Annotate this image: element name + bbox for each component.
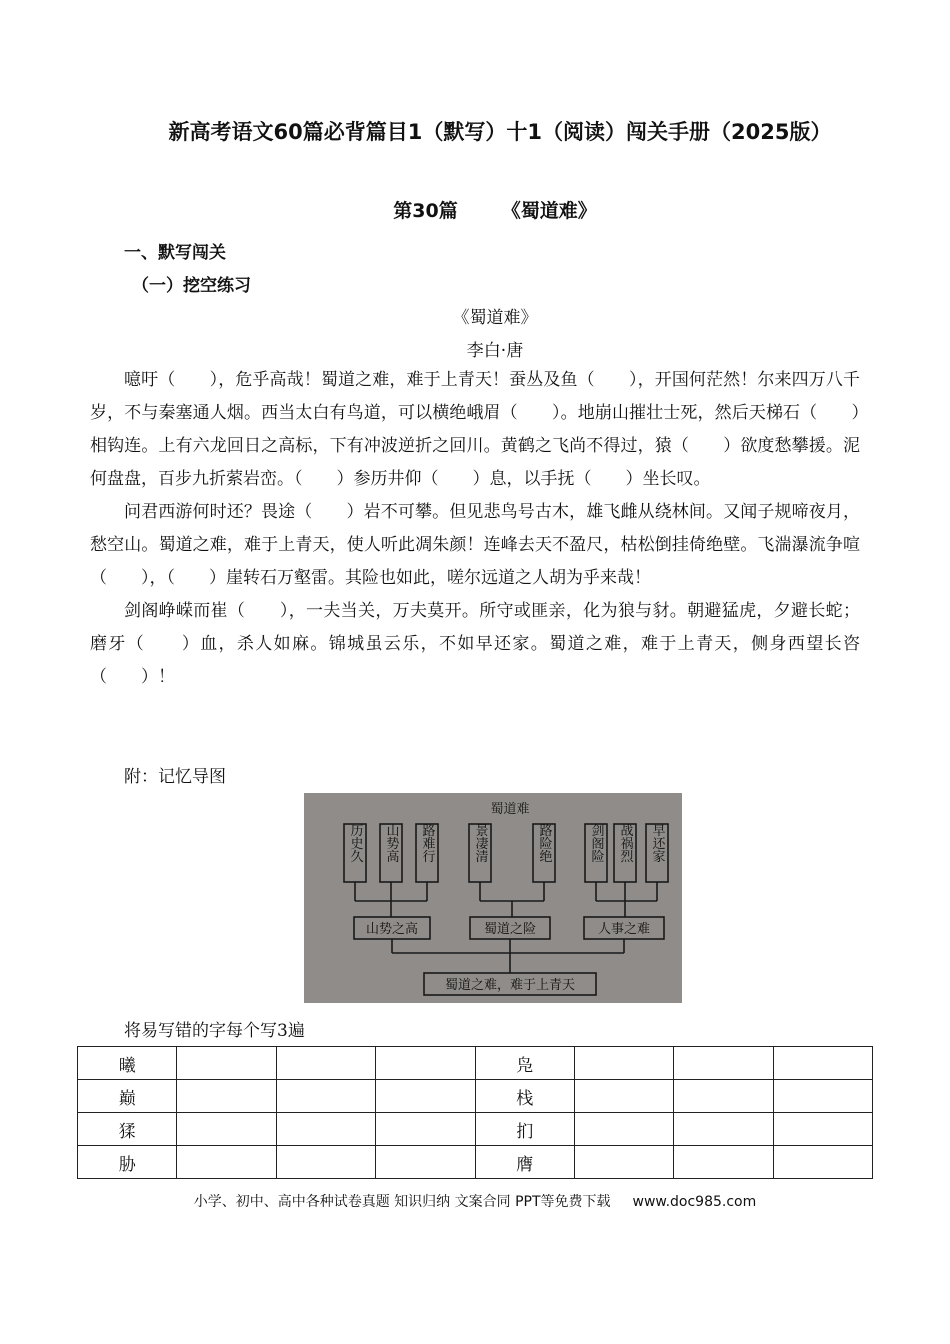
table-row <box>78 1113 873 1146</box>
attachment-label: 附：记忆导图 <box>124 767 226 787</box>
writing-cell[interactable] <box>276 1047 375 1080</box>
practice-table <box>77 1046 873 1179</box>
mind-map-group: 人事之难 <box>597 922 651 937</box>
writing-cell[interactable] <box>773 1146 872 1179</box>
mind-map-group: 山势之高 <box>365 922 419 937</box>
writing-cell[interactable] <box>574 1146 673 1179</box>
mind-map-title: 蜀道难 <box>490 802 530 817</box>
document-title: 新高考语文60篇必背篇目1（默写）十1（阅读）闯关手册（2025版） <box>168 120 832 144</box>
writing-cell[interactable] <box>674 1047 773 1080</box>
mind-map-leaf: 山势高 <box>383 823 399 863</box>
mind-map-group: 蜀道之险 <box>483 922 537 937</box>
writing-cell[interactable] <box>773 1047 872 1080</box>
poem-author: 李白·唐 <box>466 341 524 361</box>
practice-instruction: 将易写错的字每个写3遍 <box>124 1021 305 1041</box>
mind-map-leaf: 历史久 <box>347 823 363 863</box>
writing-cell[interactable] <box>574 1047 673 1080</box>
mind-map-leaf: 早还家 <box>649 823 665 863</box>
writing-cell[interactable] <box>376 1047 475 1080</box>
writing-cell[interactable] <box>276 1146 375 1179</box>
poem-paragraph: 问君西游何时还？畏途（ ）岩不可攀。但见悲鸟号古木，雄飞雌从绕林间。又闻子规啼夜月，愁空山。蜀道之难，难于上青天，使人听此凋朱颜！连峰去天不盈尺，枯松倒挂倚绝壁。飞湍瀑流争喧（ ），（ ）崖转石万壑雷。其险也如此，嗟尔远道之人胡为乎来哉！ <box>90 502 860 588</box>
mind-map-leaf: 剑阁险 <box>588 823 604 863</box>
mind-map-leaf: 景凄清 <box>472 823 488 863</box>
poem-title: 《蜀道难》 <box>452 308 538 328</box>
section-heading-level2: （一）挖空练习 <box>132 276 251 296</box>
poem-paragraph: 噫吁（ ），危乎高哉！蜀道之难，难于上青天！蚕丛及鱼（ ），开国何茫然！尔来四万八千岁，不与秦塞通人烟。西当太白有鸟道，可以横绝峨眉（ ）。地崩山摧壮士死，然后天梯石（ ）相钩连。上有六龙回日之高标，下有冲波逆折之回川。黄鹤之飞尚不得过，猿（ ）欲度愁攀援。泥何盘盘，百步九折萦岩峦。（ ）参历井仰（ ）息，以手抚（ ）坐长叹。 <box>90 370 860 489</box>
mind-map-leaf: 战祸烈 <box>617 823 633 863</box>
writing-cell[interactable] <box>773 1113 872 1146</box>
writing-cell[interactable] <box>177 1113 276 1146</box>
practice-character: 扪 <box>475 1113 574 1146</box>
chapter-number: 第30篇 <box>393 200 458 222</box>
practice-character: 凫 <box>475 1047 574 1080</box>
mind-map-root: 蜀道之难，难于上青天 <box>444 978 576 993</box>
practice-character: 膺 <box>475 1146 574 1179</box>
table-row <box>78 1080 873 1113</box>
writing-cell[interactable] <box>674 1080 773 1113</box>
practice-character: 栈 <box>475 1080 574 1113</box>
writing-cell[interactable] <box>177 1080 276 1113</box>
work-title: 《蜀道难》 <box>501 200 597 222</box>
table-row <box>78 1146 873 1179</box>
writing-cell[interactable] <box>376 1146 475 1179</box>
writing-cell[interactable] <box>574 1113 673 1146</box>
writing-cell[interactable] <box>674 1113 773 1146</box>
practice-character: 巅 <box>78 1080 177 1113</box>
footer-text: 小学、初中、高中各种试卷真题 知识归纳 文案合同 PPT等免费下载 <box>193 1194 611 1210</box>
section-heading-level1: 一、默写闯关 <box>124 243 226 263</box>
writing-cell[interactable] <box>177 1146 276 1179</box>
chapter-heading <box>0 196 950 223</box>
page-footer <box>0 1191 950 1211</box>
writing-cell[interactable] <box>376 1113 475 1146</box>
mind-map-leaf: 路险绝 <box>536 823 552 863</box>
practice-character: 胁 <box>78 1146 177 1179</box>
writing-cell[interactable] <box>276 1113 375 1146</box>
table-row <box>78 1047 873 1080</box>
mind-map-image <box>304 793 682 1003</box>
writing-cell[interactable] <box>674 1146 773 1179</box>
writing-cell[interactable] <box>376 1080 475 1113</box>
writing-cell[interactable] <box>177 1047 276 1080</box>
mind-map-leaf: 路难行 <box>419 823 435 863</box>
writing-cell[interactable] <box>773 1080 872 1113</box>
practice-character: 曦 <box>78 1047 177 1080</box>
writing-cell[interactable] <box>276 1080 375 1113</box>
poem-paragraph: 剑阁峥嵘而崔（ ），一夫当关，万夫莫开。所守或匪亲，化为狼与豺。朝避猛虎，夕避长蛇；磨牙（ ）血，杀人如麻。锦城虽云乐，不如早还家。蜀道之难，难于上青天，侧身西望长咨（ ）！ <box>90 601 860 687</box>
poem-body <box>90 364 860 694</box>
footer-url[interactable]: www.doc985.com <box>632 1194 757 1210</box>
practice-character: 猱 <box>78 1113 177 1146</box>
writing-cell[interactable] <box>574 1080 673 1113</box>
